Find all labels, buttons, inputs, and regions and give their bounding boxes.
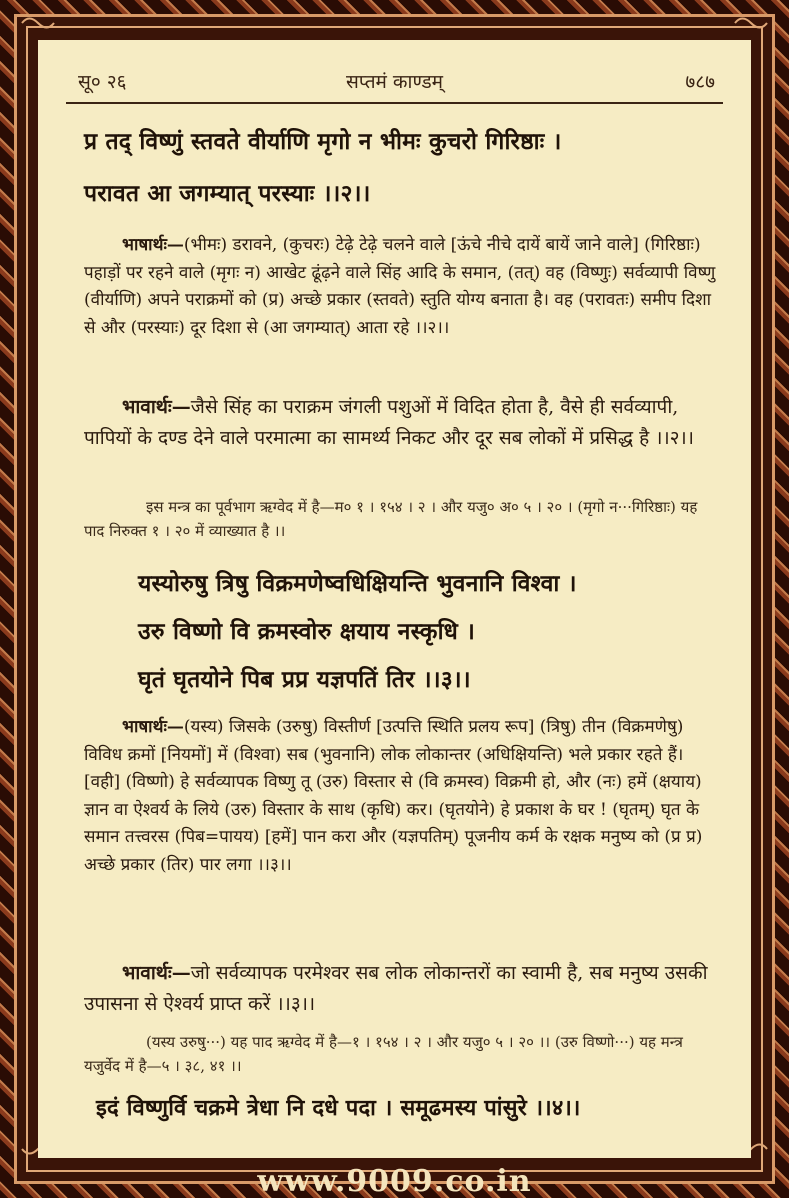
verse-2-line-1: प्र तद् विष्णुं स्तवते वीर्याणि मृगो न भीमः कुचरो गिरिष्ठाः । [84, 128, 562, 155]
header-divider [66, 102, 723, 104]
book-page [38, 40, 751, 1158]
bhavarth-2 [84, 958, 717, 1020]
bhasharth-text: (भीमः) डरावने, (कुचरः) टेढ़े टेढ़े चलने वाले [ऊंचे नीचे दायें बायें जाने वाले] (गिरिष्ठाः) पहाड़ों पर रहने वाले (मृगः न) आखेट ढूंढ़ने वाले सिंह आदि के समान, (तत्) वह (विष्णुः) सर्वव्यापी विष्णु (वीर्याणि) अपने पराक्रमों को (प्र) अच्छे प्रकार (स्तवते) स्तुति योग्य बनाता है। वह (परावतः) समीप दिशा से और (परस्याः) दूर दिशा से (आ जगम्यात्) आता रहे ।।२।। [84, 235, 716, 338]
page-number: ७८७ [685, 71, 715, 93]
bhasharth-2 [84, 714, 717, 879]
corner-ornament-icon [733, 14, 769, 32]
verse-2-line-2: परावत आ जगम्यात् परस्याः ।।२।। [84, 180, 371, 207]
sukta-number: सू० २६ [78, 71, 127, 93]
verse-3-line-1: यस्योरुषु त्रिषु विक्रमणेष्वधिक्षियन्ति भुवनानि विश्वा । [138, 570, 577, 597]
verse-3-line-2: उरु विष्णो वि क्रमस्वोरु क्षयाय नस्कृधि । [138, 618, 476, 645]
bhavarth-label: भावार्थः— [122, 396, 191, 418]
page-header [38, 68, 751, 98]
bhasharth-text: (यस्य) जिसके (उरुषु) विस्तीर्ण [उत्पत्ति स्थिति प्रलय रूप] (त्रिषु) तीन (विक्रमणेषु) विविध क्रमों [नियमों] में (विश्वा) सब (भुवनानि) लोक लोकान्तर (अधिक्षियन्ति) भले प्रकार रहते हैं। [वही] (विष्णो) हे सर्वव्यापक विष्णु तू (उरु) विस्तार से (वि क्रमस्व) विक्रमी हो, और (नः) हमें (क्षयाय) ज्ञान वा ऐश्वर्य के लिये (उरु) विस्तार के साथ (कृधि) कर। (घृतयोने) हे प्रकाश के घर ! (घृतम्) घृत के समान तत्त्वरस (पिब=पायय) [हमें] पान करा और (यज्ञपतिम्) पूजनीय कर्म के रक्षक मनुष्य को (प्र प्र) अच्छे प्रकार (तिर) पार लगा ।।३।। [84, 717, 703, 875]
verse-3-line-3: घृतं घृतयोने पिब प्रप्र यज्ञपतिं तिर ।।३।। [138, 666, 471, 693]
bhavarth-text: जैसे सिंह का पराक्रम जंगली पशुओं में विदित होता है, वैसे ही सर्वव्यापी, पापियों के दण्ड देने वाले परमात्मा का सामर्थ्य निकट और दूर सब लोकों में प्रसिद्ध है ।।२।। [84, 396, 694, 449]
bhasharth-1 [84, 232, 717, 342]
website-watermark: www.9009.co.in [257, 1164, 532, 1198]
bhasharth-label: भाषार्थः— [122, 235, 184, 255]
bhasharth-label: भाषार्थः— [122, 717, 184, 737]
corner-ornament-icon [20, 14, 56, 32]
bhavarth-label: भावार्थः— [122, 962, 191, 984]
bhavarth-1 [84, 392, 717, 454]
bhavarth-text: जो सर्वव्यापक परमेश्वर सब लोक लोकान्तरों का स्वामी है, सब मनुष्य उसकी उपासना से ऐश्वर्य प्राप्त करें ।।३।। [84, 962, 708, 1015]
reference-note-1: इस मन्त्र का पूर्वभाग ऋग्वेद में है—म० १ । १५४ । २ । और यजु० अ० ५ । २० । (मृगो न···गिरिष्ठाः) यह पाद निरुक्त १ । २० में व्याख्यात है ।। [84, 498, 698, 540]
verse-4-line-1: इदं विष्णुर्वि चक्रमे त्रेधा नि दधे पदा । समूढमस्य पांसुरे ।।४।। [96, 1095, 581, 1121]
reference-note-2: (यस्य उरुषु···) यह पाद ऋग्वेद में है—१ । १५४ । २ । और यजु० ५ । २० ।। (उरु विष्णो···) यह मन्त्र यजुर्वेद में है—५ । ३८, ४१ ।। [84, 1033, 683, 1075]
kandam-title: सप्तमं काण्डम् [346, 71, 443, 93]
